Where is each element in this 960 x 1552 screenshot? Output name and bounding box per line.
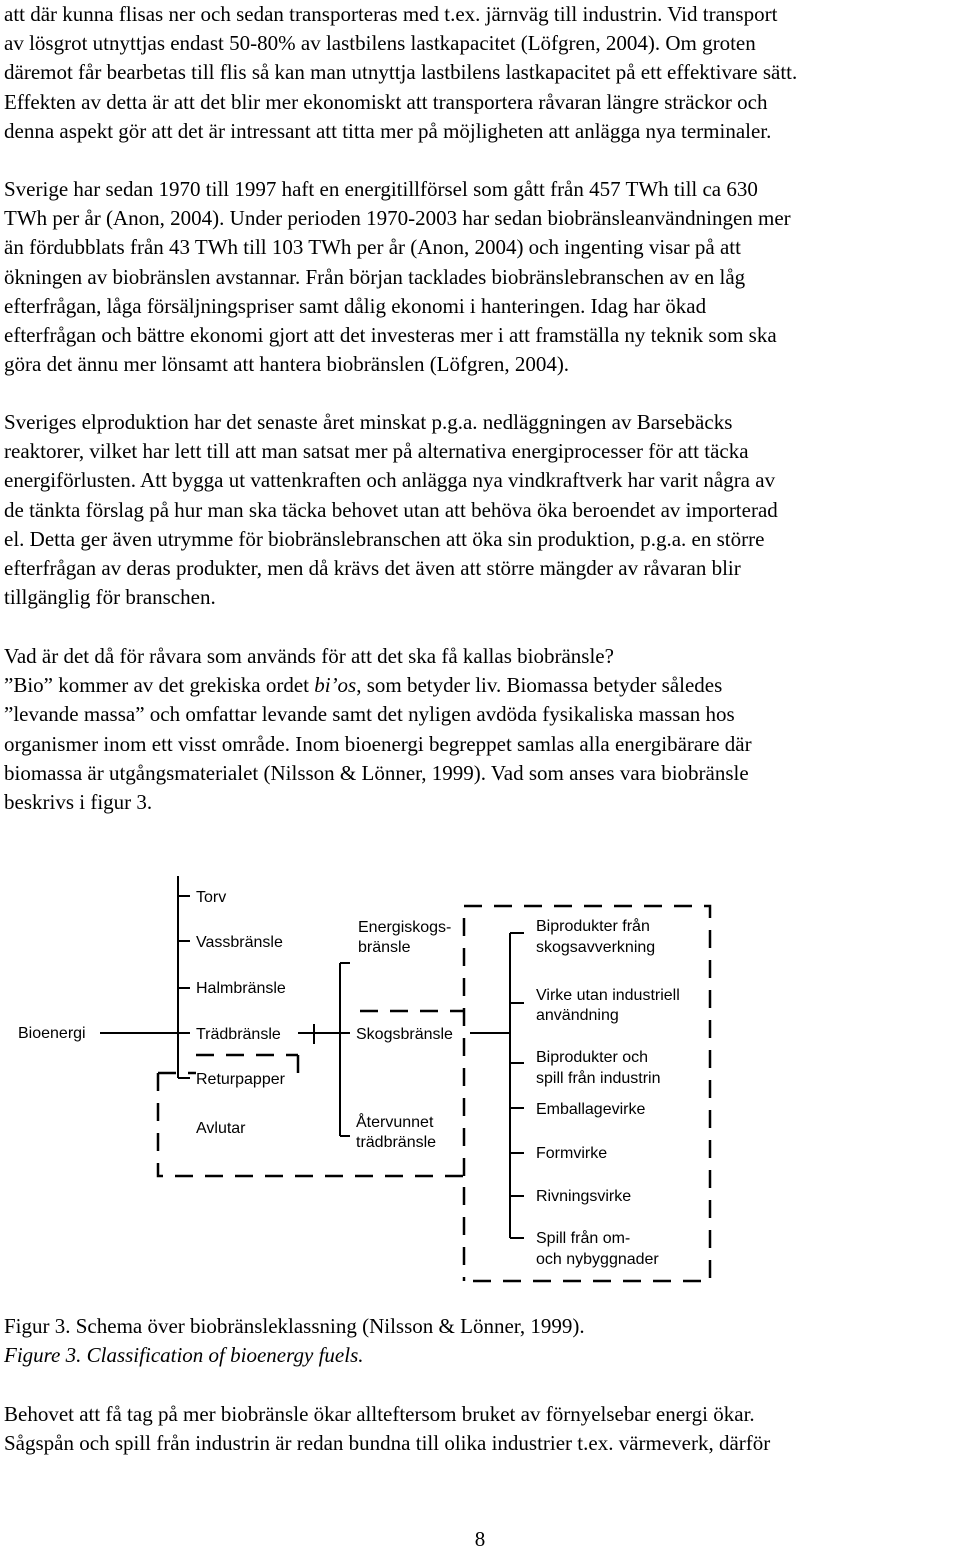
text-line: av lösgrot utnyttjas endast 50-80% av lastbilens lastkapacitet (Löfgren, 2004). Om groten <box>4 31 756 56</box>
text-line: efterfrågan, låga försäljningspriser samt dålig ekonomi i hanteringen. Idag har ökad <box>4 293 707 318</box>
text-fragment: ”Bio” kommer av det grekiska ordet <box>4 673 315 698</box>
diagram-solid-lines <box>100 876 524 1238</box>
text-line: efterfrågan av deras produkter, men då krävs det även att större mängder av råvaran blir <box>4 556 741 581</box>
node-label: Halmbränsle <box>196 980 286 997</box>
page-number: 8 <box>474 1527 486 1551</box>
node-label: Återvunnet <box>356 1114 434 1131</box>
text-line: ”levande massa” och omfattar levande samt det nyligen avdöda fysikaliska massan hos <box>4 702 735 727</box>
node-label: spill från industrin <box>536 1070 661 1087</box>
node-label: trädbränsle <box>356 1134 437 1151</box>
text-line: Sveriges elproduktion har det senaste året minskat p.g.a. nedläggningen av Barsebäcks <box>4 410 733 434</box>
text-line: tillgänglig för branschen. <box>4 585 216 610</box>
paragraph-transport <box>4 0 956 146</box>
text-line: denna aspekt gör att det är intressant att titta mer på möjligheten att anlägga nya terminaler. <box>4 118 772 143</box>
text-line: beskrivs i figur 3. <box>4 790 153 815</box>
node-label: Energiskogs- <box>358 919 452 936</box>
text-line: Effekten av detta är att det blir mer ekonomiskt att transportera råvaran längre sträckor och <box>4 89 768 114</box>
node-label: Torv <box>196 889 227 906</box>
diagram-labels <box>18 889 680 1268</box>
node-label: skogsavverkning <box>536 939 656 956</box>
text-line <box>4 671 956 700</box>
node-label: Virke utan industriell <box>536 987 680 1004</box>
text-line: att där kunna flisas ner och sedan transporteras med t.ex. järnväg till industrin. Vid transport <box>4 2 778 26</box>
node-label: Trädbränsle <box>196 1026 281 1043</box>
text-line: däremot får bearbetas till flis så kan man utnyttja lastbilens lastkapacitet på ett effektivare sätt. <box>4 60 798 85</box>
node-label: Rivningsvirke <box>536 1188 632 1205</box>
text-line: efterfrågan och bättre ekonomi gjort att det investeras mer i att framställa ny teknik som ska <box>4 323 777 348</box>
bioenergy-classification-diagram <box>0 868 960 1298</box>
figure-caption-swedish: Figur 3. Schema över biobränsleklassning (Nilsson & Lönner, 1999). <box>4 1314 585 1338</box>
text-line: ökningen av biobränslen avstannar. Från början tacklades biobränslebranschen av en låg <box>4 264 746 289</box>
node-label: Vassbränsle <box>196 934 283 951</box>
node-label: Avlutar <box>196 1120 246 1137</box>
text-line: el. Detta ger även utrymme för biobränslebranschen att öka sin produktion, p.g.a. en större <box>4 526 765 551</box>
italic-word: bi’os <box>314 673 357 698</box>
node-label: och nybyggnader <box>536 1251 659 1268</box>
text-line: energiförlusten. Att bygga ut vattenkraften och anlägga nya vindkraftverk har varit några av <box>4 468 776 493</box>
node-label: Returpapper <box>196 1071 285 1088</box>
paragraph-electricity <box>4 408 956 612</box>
node-label: Spill från om- <box>536 1230 631 1247</box>
text-line: organismer inom ett visst område. Inom bioenergi begreppet samlas alla energibärare där <box>4 731 752 756</box>
node-label: Formvirke <box>536 1145 608 1162</box>
node-label: bränsle <box>358 939 411 956</box>
text-line: biomassa är utgångsmaterialet (Nilsson & Lönner, 1999). Vad som anses vara biobränsle <box>4 760 749 785</box>
node-label: användning <box>536 1007 619 1024</box>
text-line: Sågspån och spill från industrin är redan bundna till olika industrier t.ex. värmeverk, därför <box>4 1431 771 1456</box>
text-line: göra det ännu mer lönsamt att hantera biobränslen (Löfgren, 2004). <box>4 352 570 377</box>
text-fragment: , som betyder liv. Biomassa betyder således <box>356 673 723 698</box>
caption-italic: Figure 3. Classification of bioenergy fuels. <box>4 1343 364 1367</box>
diagram-dashed-frames <box>158 906 710 1281</box>
node-label: Bioenergi <box>18 1025 86 1042</box>
node-label: Biprodukter och <box>536 1049 649 1066</box>
figure-caption-english <box>4 1341 364 1370</box>
node-label: Biprodukter från <box>536 918 650 935</box>
paragraph-demand <box>4 1400 956 1458</box>
paragraph-bio-definition <box>4 642 956 817</box>
text-line: TWh per år (Anon, 2004). Under perioden 1970-2003 har sedan biobränsleanvändningen mer <box>4 206 791 231</box>
text-line: än fördubblats från 43 TWh till 103 TWh per år (Anon, 2004) och ingenting visar på att <box>4 235 741 260</box>
paragraph-energy-supply <box>4 175 956 379</box>
node-label: Emballagevirke <box>536 1101 646 1118</box>
text-line: Behovet att få tag på mer biobränsle ökar allteftersom bruket av förnyelsebar energi ökar. <box>4 1402 755 1426</box>
node-label: Skogsbränsle <box>356 1026 453 1043</box>
text-line: reaktorer, vilket har lett till att man satsat mer på alternativa energiprocesser för att täcka <box>4 439 749 464</box>
text-line: de tänkta förslag på hur man ska täcka behovet utan att behöva öka beroendet av importerad <box>4 497 778 522</box>
text-line: Vad är det då för råvara som används för att det ska få kallas biobränsle? <box>4 644 614 668</box>
text-line: Sverige har sedan 1970 till 1997 haft en energitillförsel som gått från 457 TWh till ca 630 <box>4 177 758 201</box>
